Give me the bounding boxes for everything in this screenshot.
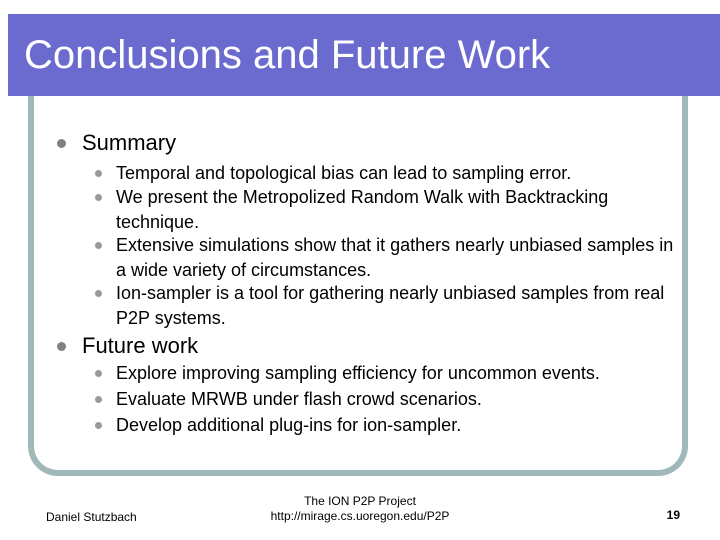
title-underline	[8, 96, 638, 102]
bullet-icon	[57, 139, 66, 148]
bullet-icon	[95, 422, 102, 429]
footer-project-name: The ION P2P Project	[304, 494, 416, 508]
footer-project	[255, 494, 465, 524]
frame-left-border	[28, 96, 34, 426]
list-item: We present the Metropolized Random Walk with Backtracking technique.	[116, 187, 609, 232]
bullet-icon	[95, 370, 102, 377]
frame-right-border	[682, 96, 688, 426]
bullet-icon	[95, 194, 102, 201]
list-item: Extensive simulations show that it gathers nearly unbiased samples in a wide variety of circumstances.	[116, 235, 674, 280]
slide-title: Conclusions and Future Work	[24, 33, 551, 77]
footer-author: Daniel Stutzbach	[46, 510, 137, 524]
bullet-icon	[95, 170, 102, 177]
bullet-icon	[95, 396, 102, 403]
list-item: Evaluate MRWB under flash crowd scenarios.	[116, 389, 482, 409]
list-item: Develop additional plug-ins for ion-sampler.	[116, 415, 462, 435]
bullet-icon	[57, 342, 66, 351]
list-item: Temporal and topological bias can lead to sampling error.	[116, 163, 572, 183]
page-number: 19	[666, 508, 680, 522]
footer-project-url: http://mirage.cs.uoregon.edu/P2P	[270, 509, 450, 523]
bullet-icon	[95, 290, 102, 297]
section-heading-future-work: Future work	[82, 333, 199, 358]
list-item: Explore improving sampling efficiency for uncommon events.	[116, 363, 600, 383]
bullet-icon	[95, 242, 102, 249]
section-heading-summary: Summary	[82, 130, 177, 155]
list-item: Ion-sampler is a tool for gathering nearly unbiased samples from real P2P systems.	[116, 283, 665, 328]
